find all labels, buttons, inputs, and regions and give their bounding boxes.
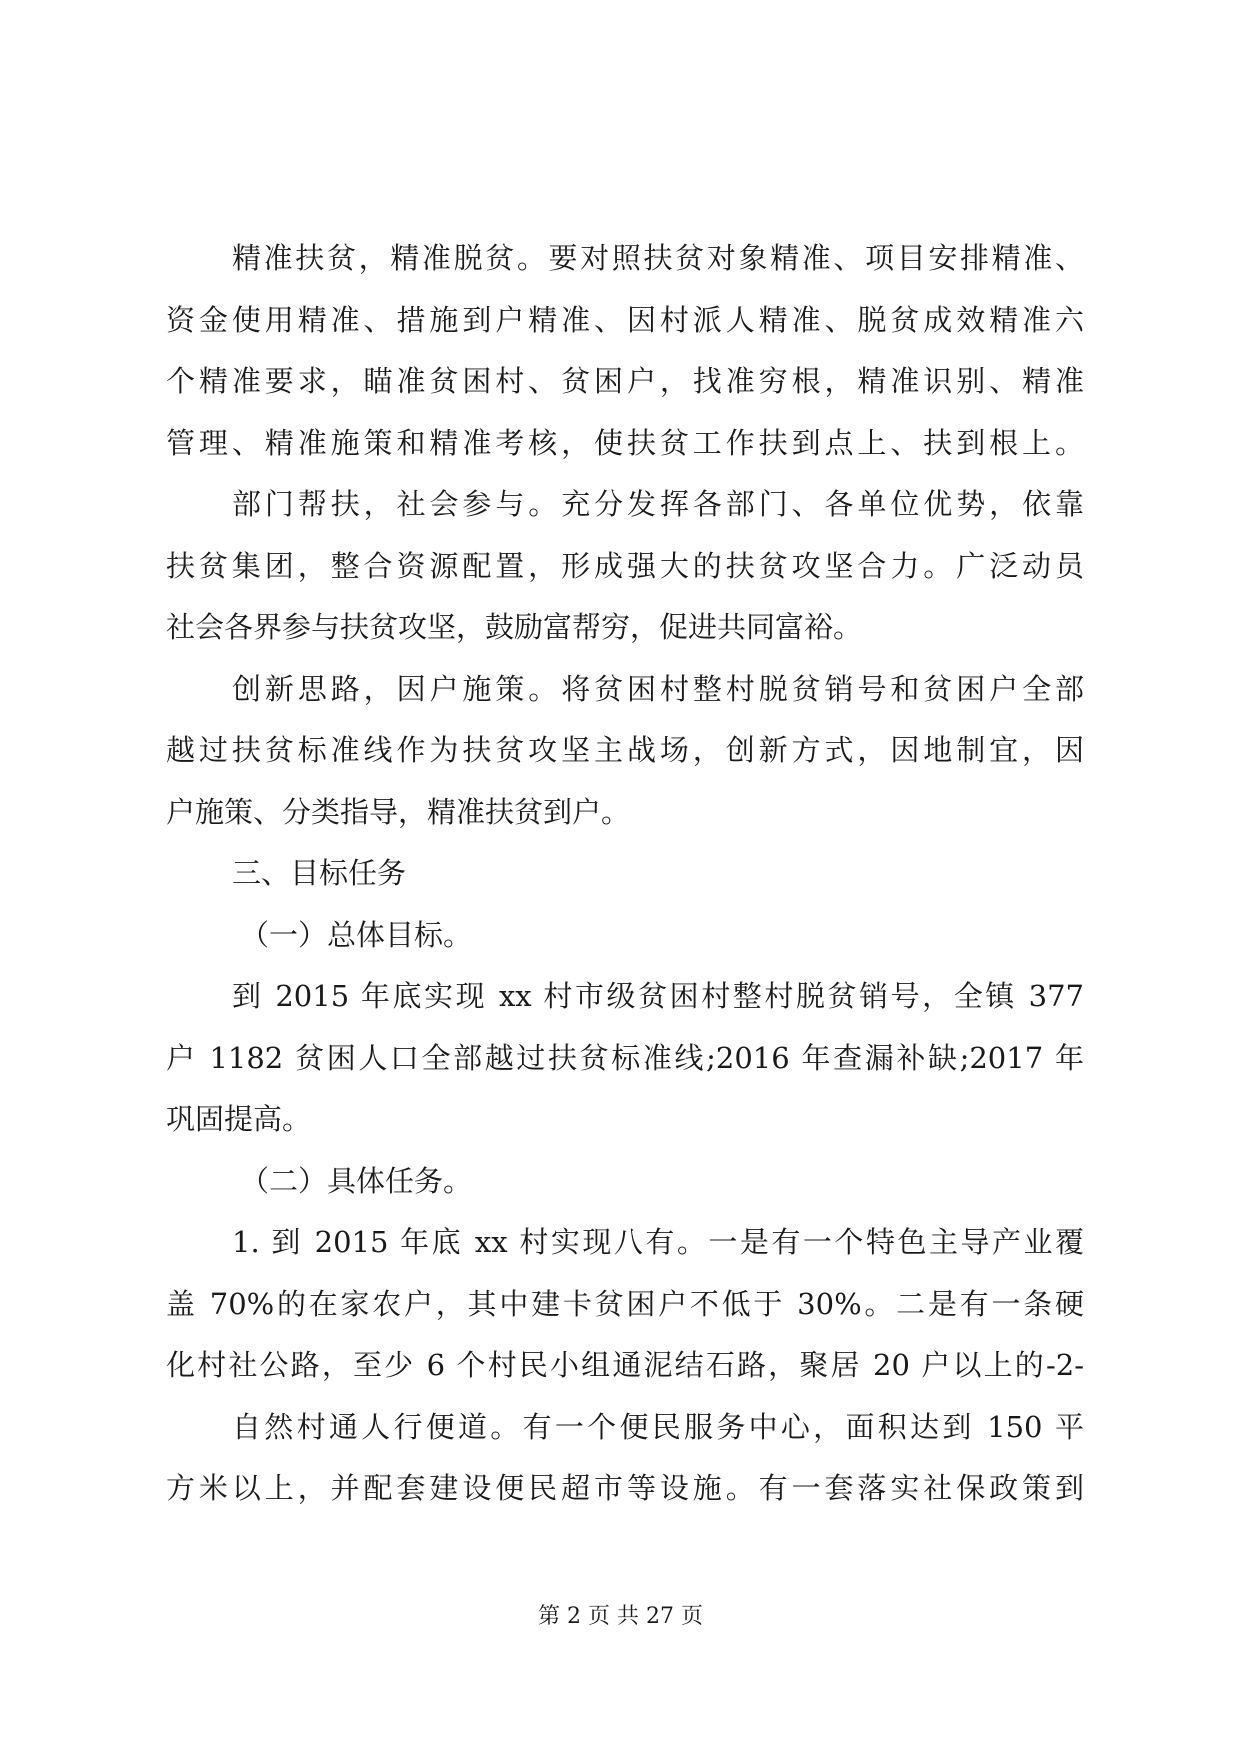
section-heading: 三、目标任务 (232, 856, 407, 890)
paragraph-line: 扶贫集团，整合资源配置，形成强大的扶贫攻坚合力。广泛动员 (166, 548, 1084, 583)
paragraph-line: 个精准要求，瞄准贫困村、贫困户，找准穷根，精准识别、精准 (166, 364, 1084, 398)
paragraph-line: 巩固提高。 (166, 1102, 312, 1136)
paragraph-line: 户 1182 贫困人口全部越过扶贫标准线;2016 年查漏补缺;2017 年 (166, 1040, 1084, 1075)
paragraph-line: 方米以上，并配套建设便民超市等设施。有一套落实社保政策到 (166, 1471, 1084, 1505)
page-number-label: 第 2 页 共 27 页 (538, 1604, 703, 1629)
page-footer (0, 1602, 1241, 1632)
paragraph-line: 化村社公路，至少 6 个村民小组通泥结石路，聚居 20 户以上的-2- (166, 1348, 1084, 1382)
paragraph-line: 自然村通人行便道。有一个便民服务中心，面积达到 150 平 (232, 1409, 1084, 1444)
paragraph-line: 1. 到 2015 年底 xx 村实现八有。一是有一个特色主导产业覆 (232, 1225, 1084, 1259)
paragraph-line: 部门帮扶，社会参与。充分发挥各部门、各单位优势，依靠 (232, 487, 1084, 521)
paragraph-line: 越过扶贫标准线作为扶贫攻坚主战场，创新方式，因地制宜，因 (166, 733, 1084, 767)
paragraph-line: 盖 70%的在家农户，其中建卡贫困户不低于 30%。二是有一条硬 (166, 1286, 1084, 1321)
subsection-heading: （二）具体任务。 (240, 1163, 473, 1198)
paragraph-line: 创新思路，因户施策。将贫困村整村脱贫销号和贫困户全部 (232, 671, 1084, 706)
paragraph-line: 户施策、分类指导，精准扶贫到户。 (166, 794, 631, 829)
paragraph-line: 管理、精准施策和精准考核，使扶贫工作扶到点上、扶到根上。 (166, 425, 1084, 460)
paragraph-line: 社会各界参与扶贫攻坚，鼓励富帮穷，促进共同富裕。 (166, 610, 863, 644)
paragraph-line: 资金使用精准、措施到户精准、因村派人精准、脱贫成效精准六 (166, 302, 1084, 337)
document-body (166, 228, 1084, 1520)
subsection-heading: （一）总体目标。 (240, 917, 473, 952)
paragraph-line: 到 2015 年底实现 xx 村市级贫困村整村脱贫销号，全镇 377 (232, 979, 1084, 1013)
paragraph-line: 精准扶贫，精准脱贫。要对照扶贫对象精准、项目安排精准、 (232, 241, 1084, 275)
